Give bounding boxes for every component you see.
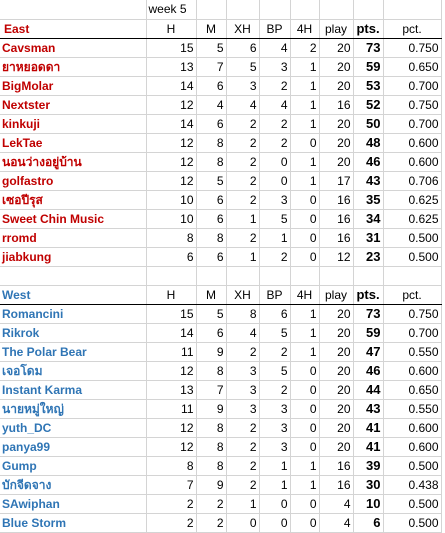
east-team-row [0,152,441,171]
stat-cell-play[interactable]: 20 [319,437,353,456]
stat-cell-xh[interactable]: 2 [226,456,259,475]
stat-cell-pct[interactable]: 0.550 [383,399,441,418]
stat-cell-4h[interactable]: 1 [290,95,319,114]
team-name-cell[interactable]: Sweet Chin Music [0,209,146,228]
stat-cell-xh[interactable]: 1 [226,494,259,513]
east-team-row [0,228,441,247]
stat-cell-pct[interactable]: 0.600 [383,437,441,456]
east-division-label[interactable]: East [0,19,146,38]
stat-cell-xh[interactable]: 0 [226,513,259,532]
team-name-cell[interactable]: panya99 [0,437,146,456]
stat-cell-bp[interactable]: 2 [259,114,290,133]
stat-cell-h[interactable]: 12 [146,418,196,437]
week-label[interactable]: week 5 [146,0,196,19]
west-team-row [0,304,441,323]
stat-cell-bp[interactable]: 4 [259,95,290,114]
stat-cell-h[interactable]: 8 [146,456,196,475]
stat-cell-m[interactable]: 5 [196,304,226,323]
stat-cell-pct[interactable]: 0.500 [383,228,441,247]
team-name-cell[interactable]: บักจีดจาง [0,475,146,494]
team-name-cell[interactable]: LekTae [0,133,146,152]
stat-cell-m[interactable]: 4 [196,95,226,114]
stat-cell-pct[interactable]: 0.700 [383,323,441,342]
stat-cell-h[interactable]: 15 [146,38,196,57]
stat-cell-play[interactable]: 20 [319,152,353,171]
stat-cell-pts[interactable]: 73 [353,38,383,57]
stat-cell-bp[interactable]: 1 [259,475,290,494]
stat-cell-pts[interactable]: 43 [353,399,383,418]
stat-cell-m[interactable]: 8 [196,152,226,171]
stat-cell-pct[interactable]: 0.625 [383,190,441,209]
team-name-cell[interactable]: Romancini [0,304,146,323]
stat-cell-h[interactable]: 7 [146,475,196,494]
team-name-cell[interactable]: Gump [0,456,146,475]
stat-cell-bp[interactable]: 2 [259,76,290,95]
stat-cell-h[interactable]: 13 [146,57,196,76]
stat-cell-pts[interactable]: 53 [353,76,383,95]
stat-cell-h[interactable]: 12 [146,361,196,380]
stat-cell-bp[interactable]: 3 [259,57,290,76]
stat-cell-pct[interactable]: 0.438 [383,475,441,494]
stat-cell-m[interactable]: 8 [196,133,226,152]
stat-cell-bp[interactable]: 4 [259,38,290,57]
west-team-row [0,380,441,399]
stat-cell-m[interactable]: 6 [196,209,226,228]
col-header-bp[interactable]: BP [259,285,290,304]
stat-cell-h[interactable]: 12 [146,437,196,456]
stat-cell-bp[interactable]: 3 [259,399,290,418]
team-name-cell[interactable]: Blue Storm [0,513,146,532]
stat-cell-pts[interactable]: 46 [353,361,383,380]
team-name-cell[interactable]: kinkuji [0,114,146,133]
team-name-cell[interactable]: Instant Karma [0,380,146,399]
cell-empty[interactable] [353,266,383,285]
stat-cell-m[interactable]: 7 [196,380,226,399]
stat-cell-bp[interactable]: 3 [259,418,290,437]
stat-cell-play[interactable]: 20 [319,57,353,76]
stat-cell-h[interactable]: 6 [146,247,196,266]
stat-cell-bp[interactable]: 0 [259,513,290,532]
stat-cell-4h[interactable]: 1 [290,304,319,323]
stat-cell-h[interactable]: 14 [146,76,196,95]
stat-cell-pts[interactable]: 41 [353,418,383,437]
stat-cell-m[interactable]: 7 [196,57,226,76]
week-row [0,0,441,19]
stat-cell-xh[interactable]: 3 [226,399,259,418]
stat-cell-m[interactable]: 2 [196,494,226,513]
stat-cell-pts[interactable]: 73 [353,304,383,323]
cell-empty[interactable] [226,266,259,285]
cell-empty[interactable] [259,0,290,19]
stat-cell-h[interactable]: 12 [146,171,196,190]
stat-cell-play[interactable]: 20 [319,418,353,437]
stat-cell-xh[interactable]: 2 [226,475,259,494]
cell-empty[interactable] [196,0,226,19]
stat-cell-pts[interactable]: 10 [353,494,383,513]
stat-cell-xh[interactable]: 2 [226,152,259,171]
team-name-cell[interactable]: BigMolar [0,76,146,95]
col-header-m[interactable]: M [196,19,226,38]
stat-cell-pct[interactable]: 0.706 [383,171,441,190]
stat-cell-pts[interactable]: 43 [353,171,383,190]
stat-cell-m[interactable]: 8 [196,456,226,475]
stat-cell-bp[interactable]: 5 [259,361,290,380]
stat-cell-pct[interactable]: 0.700 [383,114,441,133]
col-header-h[interactable]: H [146,19,196,38]
stat-cell-play[interactable]: 16 [319,475,353,494]
west-team-row [0,399,441,418]
stat-cell-pct[interactable]: 0.600 [383,133,441,152]
stat-cell-xh[interactable]: 5 [226,57,259,76]
west-division-label[interactable]: West [0,285,146,304]
stat-cell-pts[interactable]: 47 [353,342,383,361]
stat-cell-xh[interactable]: 2 [226,190,259,209]
cell-empty[interactable] [290,0,319,19]
stat-cell-bp[interactable]: 3 [259,437,290,456]
team-name-cell[interactable]: SAwiphan [0,494,146,513]
cell-empty[interactable] [319,0,353,19]
team-name-cell[interactable]: Rikrok [0,323,146,342]
cell-empty[interactable] [226,0,259,19]
stat-cell-4h[interactable]: 1 [290,323,319,342]
col-header-xh[interactable]: XH [226,19,259,38]
stat-cell-4h[interactable]: 0 [290,247,319,266]
stat-cell-pts[interactable]: 23 [353,247,383,266]
east-team-row [0,209,441,228]
cell-empty[interactable] [0,0,146,19]
stat-cell-pts[interactable]: 34 [353,209,383,228]
team-name-cell[interactable]: เซอปีรุส [0,190,146,209]
stat-cell-pts[interactable]: 59 [353,57,383,76]
stat-cell-h[interactable]: 12 [146,133,196,152]
stat-cell-play[interactable]: 20 [319,380,353,399]
east-team-row [0,76,441,95]
cell-empty[interactable] [319,266,353,285]
stat-cell-m[interactable]: 6 [196,76,226,95]
stat-cell-bp[interactable]: 6 [259,304,290,323]
stat-cell-pts[interactable]: 31 [353,228,383,247]
stat-cell-xh[interactable]: 3 [226,76,259,95]
col-header-bp[interactable]: BP [259,19,290,38]
stat-cell-4h[interactable]: 0 [290,228,319,247]
stat-cell-h[interactable]: 11 [146,342,196,361]
stat-cell-m[interactable]: 6 [196,114,226,133]
stat-cell-4h[interactable]: 0 [290,209,319,228]
stat-cell-play[interactable]: 20 [319,361,353,380]
team-name-cell[interactable]: ยาหยอดดา [0,57,146,76]
team-name-cell[interactable]: yuth_DC [0,418,146,437]
stat-cell-h[interactable]: 11 [146,399,196,418]
east-team-row [0,133,441,152]
stat-cell-play[interactable]: 16 [319,209,353,228]
cell-empty[interactable] [146,266,196,285]
stat-cell-bp[interactable]: 5 [259,209,290,228]
stat-cell-m[interactable]: 8 [196,437,226,456]
stat-cell-4h[interactable]: 1 [290,475,319,494]
stat-cell-xh[interactable]: 1 [226,209,259,228]
stat-cell-play[interactable]: 20 [319,114,353,133]
col-header-pts[interactable]: pts. [353,19,383,38]
stat-cell-4h[interactable]: 1 [290,456,319,475]
stat-cell-play[interactable]: 20 [319,38,353,57]
west-team-row [0,342,441,361]
stat-cell-xh[interactable]: 3 [226,361,259,380]
stat-cell-bp[interactable]: 3 [259,190,290,209]
stat-cell-pts[interactable]: 48 [353,133,383,152]
stat-cell-4h[interactable]: 0 [290,133,319,152]
stat-cell-bp[interactable]: 0 [259,152,290,171]
stat-cell-pct[interactable]: 0.500 [383,494,441,513]
stat-cell-pct[interactable]: 0.600 [383,361,441,380]
stat-cell-pts[interactable]: 50 [353,114,383,133]
stat-cell-play[interactable]: 4 [319,513,353,532]
stat-cell-bp[interactable]: 2 [259,380,290,399]
stat-cell-h[interactable]: 10 [146,190,196,209]
stat-cell-4h[interactable]: 1 [290,57,319,76]
stat-cell-h[interactable]: 8 [146,228,196,247]
stat-cell-pts[interactable]: 35 [353,190,383,209]
stat-cell-h[interactable]: 10 [146,209,196,228]
cell-empty[interactable] [0,266,146,285]
stat-cell-4h[interactable]: 1 [290,171,319,190]
stat-cell-xh[interactable]: 1 [226,247,259,266]
stat-cell-4h[interactable]: 0 [290,513,319,532]
stat-cell-h[interactable]: 2 [146,513,196,532]
stat-cell-h[interactable]: 12 [146,95,196,114]
team-name-cell[interactable]: เจอโดม [0,361,146,380]
stat-cell-m[interactable]: 6 [196,190,226,209]
col-header-pts[interactable]: pts. [353,285,383,304]
cell-empty[interactable] [290,266,319,285]
stat-cell-m[interactable]: 9 [196,342,226,361]
team-name-cell[interactable]: jiabkung [0,247,146,266]
stat-cell-m[interactable]: 5 [196,171,226,190]
col-header-h[interactable]: H [146,285,196,304]
east-team-row [0,114,441,133]
stat-cell-4h[interactable]: 0 [290,418,319,437]
stat-cell-xh[interactable]: 8 [226,304,259,323]
west-team-row [0,437,441,456]
stat-cell-play[interactable]: 16 [319,95,353,114]
stat-cell-pct[interactable]: 0.750 [383,95,441,114]
stat-cell-pts[interactable]: 52 [353,95,383,114]
stat-cell-xh[interactable]: 2 [226,437,259,456]
stat-cell-h[interactable]: 14 [146,323,196,342]
team-name-cell[interactable]: นอนว่างอยู่บ้าน [0,152,146,171]
east-team-row [0,57,441,76]
stat-cell-play[interactable]: 12 [319,247,353,266]
stat-cell-xh[interactable]: 2 [226,133,259,152]
stat-cell-h[interactable]: 15 [146,304,196,323]
stat-cell-bp[interactable]: 5 [259,323,290,342]
stat-cell-bp[interactable]: 2 [259,342,290,361]
stat-cell-4h[interactable]: 1 [290,114,319,133]
stat-cell-pct[interactable]: 0.500 [383,247,441,266]
east-team-row [0,190,441,209]
west-header-row [0,285,441,304]
stat-cell-m[interactable]: 2 [196,513,226,532]
stat-cell-bp[interactable]: 0 [259,171,290,190]
stat-cell-play[interactable]: 16 [319,228,353,247]
east-team-row [0,247,441,266]
stat-cell-4h[interactable]: 0 [290,190,319,209]
east-header-row [0,19,441,38]
stat-cell-pct[interactable]: 0.550 [383,342,441,361]
stat-cell-m[interactable]: 6 [196,323,226,342]
stat-cell-xh[interactable]: 2 [226,171,259,190]
stat-cell-pts[interactable]: 6 [353,513,383,532]
stat-cell-pts[interactable]: 44 [353,380,383,399]
stat-cell-bp[interactable]: 2 [259,133,290,152]
stat-cell-bp[interactable]: 1 [259,228,290,247]
stat-cell-4h[interactable]: 1 [290,76,319,95]
team-name-cell[interactable]: rromd [0,228,146,247]
stat-cell-play[interactable]: 20 [319,133,353,152]
col-header-play[interactable]: play [319,285,353,304]
stat-cell-play[interactable]: 20 [319,323,353,342]
stat-cell-xh[interactable]: 2 [226,342,259,361]
stat-cell-pts[interactable]: 46 [353,152,383,171]
stat-cell-play[interactable]: 20 [319,399,353,418]
stat-cell-4h[interactable]: 2 [290,38,319,57]
stat-cell-pts[interactable]: 30 [353,475,383,494]
col-header-pct[interactable]: pct. [383,19,441,38]
col-header-play[interactable]: play [319,19,353,38]
stat-cell-pct[interactable]: 0.500 [383,513,441,532]
stat-cell-xh[interactable]: 2 [226,418,259,437]
stat-cell-pts[interactable]: 41 [353,437,383,456]
west-team-row [0,494,441,513]
west-team-row [0,513,441,532]
stat-cell-pts[interactable]: 39 [353,456,383,475]
stat-cell-4h[interactable]: 0 [290,494,319,513]
stat-cell-play[interactable]: 16 [319,456,353,475]
stat-cell-play[interactable]: 20 [319,76,353,95]
stat-cell-m[interactable]: 6 [196,247,226,266]
stat-cell-m[interactable]: 8 [196,418,226,437]
stat-cell-4h[interactable]: 1 [290,342,319,361]
stat-cell-play[interactable]: 17 [319,171,353,190]
stat-cell-xh[interactable]: 6 [226,38,259,57]
stat-cell-xh[interactable]: 4 [226,95,259,114]
stat-cell-4h[interactable]: 0 [290,380,319,399]
team-name-cell[interactable]: Cavsman [0,38,146,57]
cell-empty[interactable] [383,0,441,19]
stat-cell-xh[interactable]: 4 [226,323,259,342]
team-name-cell[interactable]: golfastro [0,171,146,190]
stat-cell-bp[interactable]: 1 [259,456,290,475]
cell-empty[interactable] [353,0,383,19]
col-header-xh[interactable]: XH [226,285,259,304]
stat-cell-h[interactable]: 12 [146,152,196,171]
stat-cell-bp[interactable]: 2 [259,247,290,266]
col-header-m[interactable]: M [196,285,226,304]
cell-empty[interactable] [196,266,226,285]
team-name-cell[interactable]: นายหมู่ใหญ่ [0,399,146,418]
col-header-4h[interactable]: 4H [290,285,319,304]
west-team-row [0,361,441,380]
stat-cell-pct[interactable]: 0.600 [383,152,441,171]
stat-cell-xh[interactable]: 3 [226,380,259,399]
stat-cell-4h[interactable]: 0 [290,361,319,380]
stat-cell-pct[interactable]: 0.600 [383,418,441,437]
stat-cell-m[interactable]: 9 [196,399,226,418]
blank-row [0,266,441,285]
stat-cell-xh[interactable]: 2 [226,114,259,133]
east-team-row [0,95,441,114]
west-team-row [0,323,441,342]
stat-cell-play[interactable]: 4 [319,494,353,513]
team-name-cell[interactable]: Nextster [0,95,146,114]
stat-cell-m[interactable]: 8 [196,228,226,247]
west-team-row [0,456,441,475]
team-name-cell[interactable]: The Polar Bear [0,342,146,361]
cell-empty[interactable] [259,266,290,285]
stat-cell-m[interactable]: 5 [196,38,226,57]
stat-cell-pct[interactable]: 0.625 [383,209,441,228]
stat-cell-4h[interactable]: 0 [290,437,319,456]
col-header-pct[interactable]: pct. [383,285,441,304]
stat-cell-xh[interactable]: 2 [226,228,259,247]
stat-cell-pts[interactable]: 59 [353,323,383,342]
stat-cell-pct[interactable]: 0.750 [383,304,441,323]
stat-cell-pct[interactable]: 0.650 [383,380,441,399]
west-team-row [0,475,441,494]
stat-cell-pct[interactable]: 0.750 [383,38,441,57]
stat-cell-h[interactable]: 2 [146,494,196,513]
east-team-row [0,38,441,57]
stat-cell-pct[interactable]: 0.500 [383,456,441,475]
stat-cell-play[interactable]: 20 [319,342,353,361]
stat-cell-m[interactable]: 8 [196,361,226,380]
west-team-row [0,418,441,437]
stat-cell-pct[interactable]: 0.700 [383,76,441,95]
stat-cell-play[interactable]: 20 [319,304,353,323]
stat-cell-m[interactable]: 9 [196,475,226,494]
stat-cell-h[interactable]: 13 [146,380,196,399]
cell-empty[interactable] [383,266,441,285]
stat-cell-pct[interactable]: 0.650 [383,57,441,76]
east-team-row [0,171,441,190]
col-header-4h[interactable]: 4H [290,19,319,38]
stat-cell-4h[interactable]: 1 [290,152,319,171]
stat-cell-4h[interactable]: 0 [290,399,319,418]
stat-cell-bp[interactable]: 0 [259,494,290,513]
stat-cell-h[interactable]: 14 [146,114,196,133]
stat-cell-play[interactable]: 16 [319,190,353,209]
